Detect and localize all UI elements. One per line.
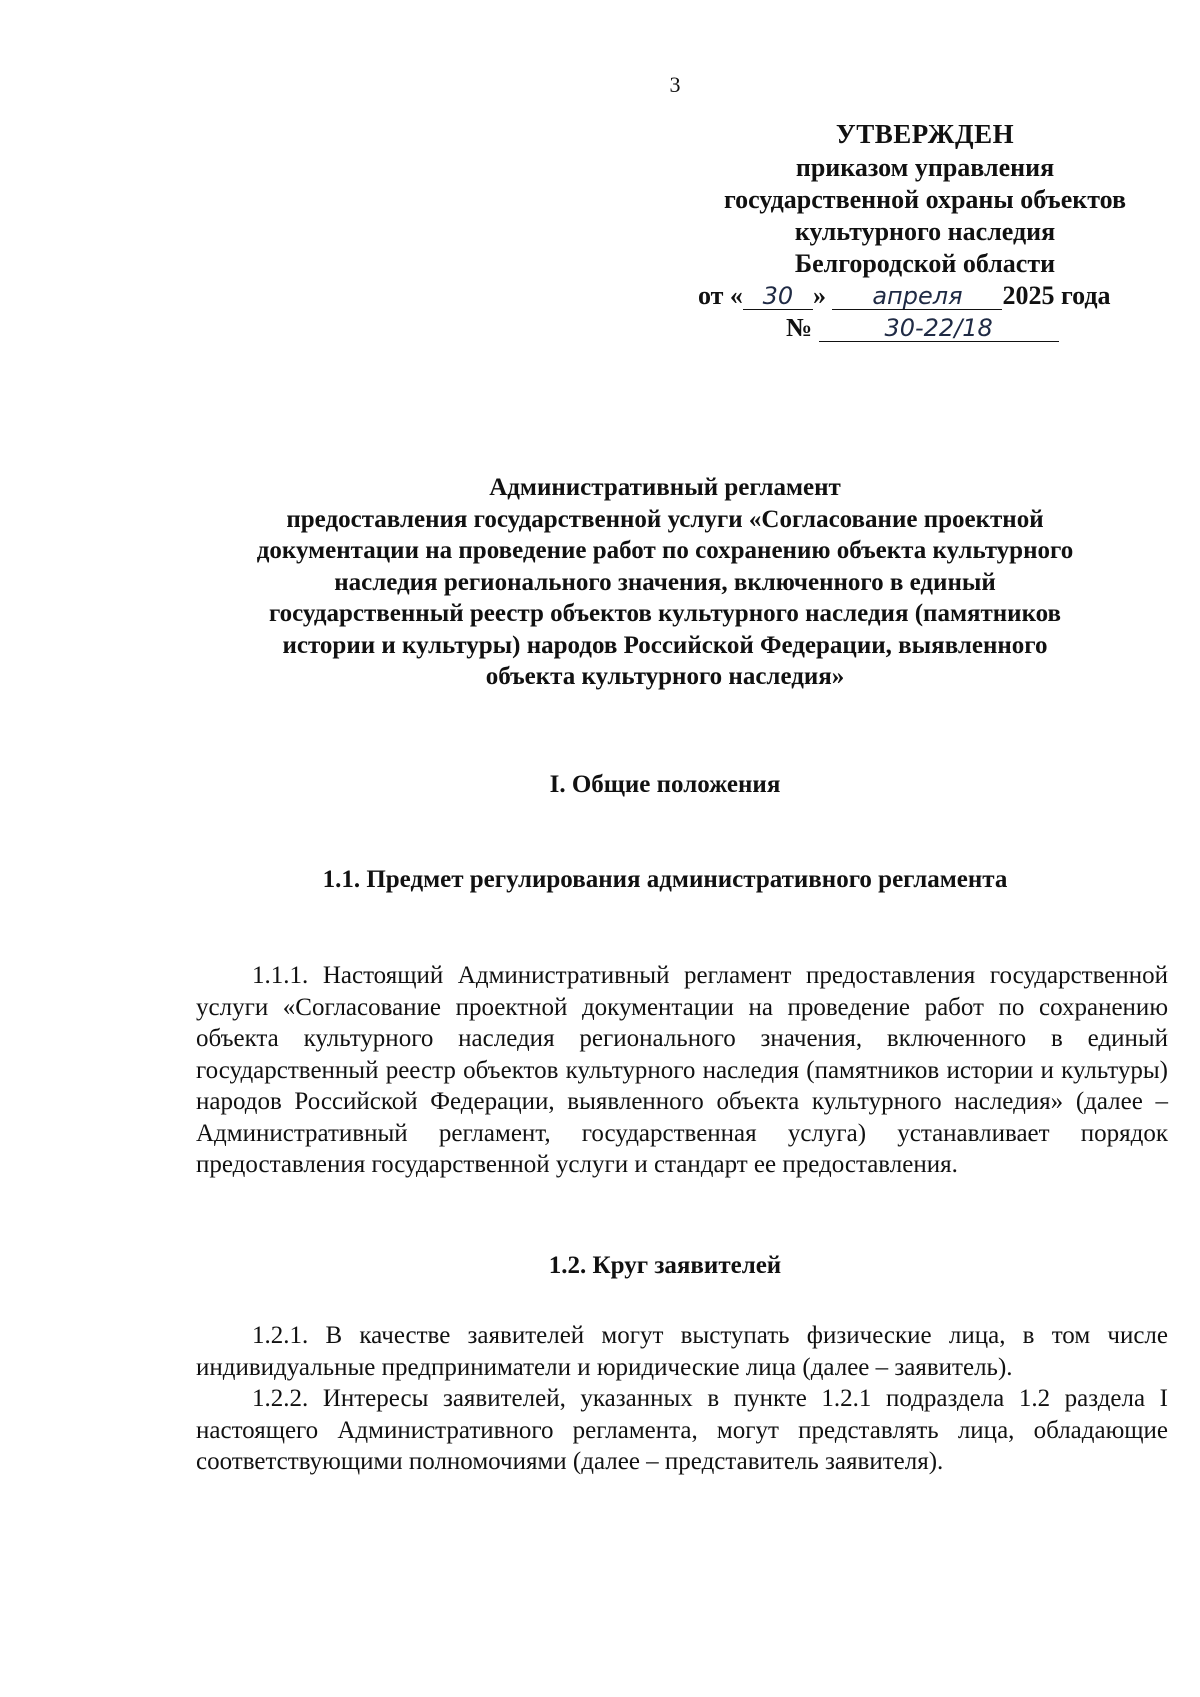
title-line: истории и культуры) народов Российской Федерации, выявленного [282, 631, 1048, 659]
approval-number [786, 312, 1160, 344]
section-heading: I. Общие положения [549, 771, 781, 798]
approval-stamp: УТВЕРЖДЕН [835, 119, 1015, 149]
date-prefix: от « [698, 281, 743, 310]
title-line: предоставления государственной услуги «Согласование проектной [286, 505, 1044, 533]
title-line: государственный реестр объектов культурного наследия (памятников [268, 600, 1062, 627]
subsection-heading: 1.1. Предмет регулирования административного регламента [322, 866, 1008, 893]
number-handwritten: 30-22/18 [819, 315, 1059, 342]
title-line: наследия регионального значения, включенного в единый [334, 568, 996, 596]
paragraph-1-2-2: 1.2.2. Интересы заявителей, указанных в пункте 1.2.1 подраздела 1.2 раздела I настоящего Административного регламента, могут представлять лица, обладающие соответствующими полномочиями (далее – представитель заявителя). [196, 1385, 1168, 1475]
paragraph-1-1-1: 1.1.1. Настоящий Административный регламент предоставления государственной услуги «Согласование проектной документации на проведение работ по сохранению объекта культурного наследия регионального значения, включенного в единый государственный реестр объектов культурного наследия (памятников истории и культуры) народов Российской Федерации, выявленного объекта культурного наследия» (далее – Административный регламент, государственная услуга) устанавливает порядок предоставления государственной услуги и стандарт ее предоставления. [196, 962, 1168, 1178]
approval-line: приказом управления [795, 153, 1055, 182]
date-day-handwritten: 30 [743, 283, 813, 310]
approval-line: Белгородской области [794, 249, 1056, 278]
title-line: документации на проведение работ по сохранению объекта культурного [256, 537, 1074, 564]
paragraph-1-2-1: 1.2.1. В качестве заявителей могут выступать физические лица, в том числе индивидуальные предприниматели и юридические лица (далее – заявитель). [196, 1322, 1168, 1381]
date-suffix: 2025 года [1002, 281, 1111, 310]
number-prefix: № [786, 313, 813, 342]
approval-line: государственной охраны объектов [723, 185, 1127, 214]
subsection-heading: 1.2. Круг заявителей [548, 1252, 782, 1279]
title-line: Административный регламент [489, 474, 841, 501]
date-month-handwritten: апреля [832, 283, 1002, 310]
page-number: 3 [669, 72, 681, 97]
date-mid: » [812, 281, 826, 310]
document-title [190, 472, 1140, 693]
title-line: объекта культурного наследия» [485, 663, 845, 690]
approval-date [698, 280, 1160, 312]
approval-block [690, 118, 1160, 344]
approval-line: культурного наследия [794, 217, 1056, 246]
